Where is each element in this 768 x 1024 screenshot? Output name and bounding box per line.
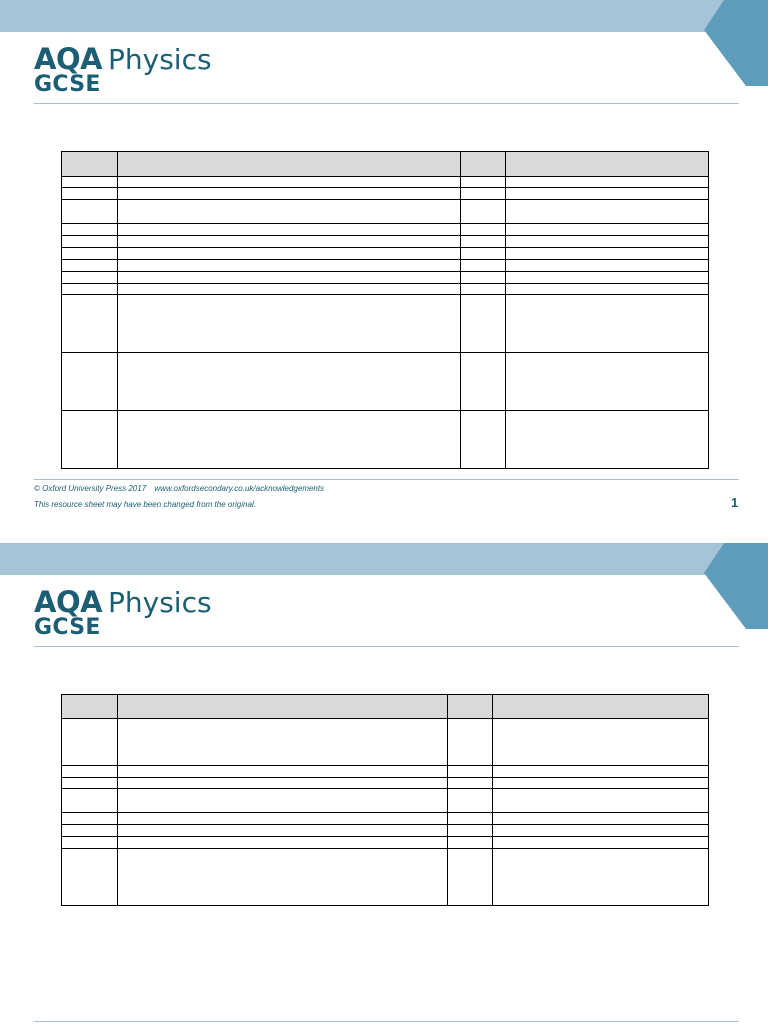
table-cell[interactable] — [118, 837, 448, 849]
table-cell[interactable] — [461, 284, 506, 295]
table-cell[interactable] — [118, 200, 461, 224]
table-cell[interactable] — [118, 411, 461, 469]
table-cell[interactable] — [62, 188, 118, 200]
table-cell[interactable] — [118, 248, 461, 260]
table-cell[interactable] — [118, 177, 461, 188]
header-band — [0, 543, 768, 575]
table-cell[interactable] — [506, 248, 709, 260]
logo-level-text: GCSE — [34, 615, 101, 640]
table-row — [62, 260, 709, 272]
table-cell[interactable] — [62, 236, 118, 248]
table-cell[interactable] — [448, 825, 493, 837]
header-cell — [461, 152, 506, 177]
header-cell — [448, 695, 493, 719]
table-cell[interactable] — [493, 813, 709, 825]
table-cell[interactable] — [493, 766, 709, 778]
copyright-text: © Oxford University Press 2017 — [34, 484, 147, 493]
header-rule — [34, 646, 739, 647]
table-cell[interactable] — [493, 778, 709, 789]
table-cell[interactable] — [62, 813, 118, 825]
table-cell[interactable] — [506, 353, 709, 411]
table-cell[interactable] — [448, 813, 493, 825]
table-row — [62, 789, 709, 813]
header-band — [0, 0, 768, 32]
table-row — [62, 778, 709, 789]
table-row — [62, 813, 709, 825]
table-cell[interactable] — [448, 766, 493, 778]
table-cell[interactable] — [461, 411, 506, 469]
table-cell[interactable] — [118, 236, 461, 248]
table-row — [62, 200, 709, 224]
table-cell[interactable] — [461, 272, 506, 284]
table-cell[interactable] — [493, 837, 709, 849]
table-cell[interactable] — [62, 177, 118, 188]
table-cell[interactable] — [118, 766, 448, 778]
table-cell[interactable] — [62, 248, 118, 260]
table-cell[interactable] — [448, 719, 493, 766]
table-cell[interactable] — [62, 766, 118, 778]
table-row — [62, 188, 709, 200]
table-row — [62, 295, 709, 353]
header-rule — [34, 103, 739, 104]
page-number: 1 — [731, 495, 739, 510]
table-cell[interactable] — [493, 789, 709, 813]
table-cell[interactable] — [118, 224, 461, 236]
table-cell[interactable] — [62, 789, 118, 813]
table-cell[interactable] — [506, 236, 709, 248]
table-cell[interactable] — [62, 260, 118, 272]
table-header-row — [62, 695, 709, 719]
table-row — [62, 766, 709, 778]
header-cell — [493, 695, 709, 719]
header-corner-shape — [704, 543, 768, 629]
table-row — [62, 248, 709, 260]
table-cell[interactable] — [118, 778, 448, 789]
footer-note: This resource sheet may have been changed from the original. — [34, 500, 256, 509]
table-cell[interactable] — [118, 353, 461, 411]
worksheet-table-2 — [61, 694, 709, 906]
table-cell[interactable] — [506, 188, 709, 200]
footer-copyright — [34, 484, 330, 493]
table-cell[interactable] — [506, 284, 709, 295]
table-cell[interactable] — [118, 188, 461, 200]
table-cell[interactable] — [506, 295, 709, 353]
acknowledgements-link[interactable]: www.oxfordsecondary.co.uk/acknowledgements — [154, 484, 325, 493]
header-corner-shape — [704, 0, 768, 86]
table-header-row — [62, 152, 709, 177]
table-cell[interactable] — [118, 272, 461, 284]
table-row — [62, 825, 709, 837]
worksheet-table-1 — [61, 151, 709, 469]
table-cell[interactable] — [62, 825, 118, 837]
table-cell[interactable] — [62, 719, 118, 766]
header-cell — [62, 152, 118, 177]
header-cell — [62, 695, 118, 719]
table-cell[interactable] — [62, 849, 118, 906]
table-cell[interactable] — [62, 200, 118, 224]
table-cell[interactable] — [448, 849, 493, 906]
table-cell[interactable] — [461, 200, 506, 224]
table-row — [62, 849, 709, 906]
table-cell[interactable] — [118, 849, 448, 906]
table-cell[interactable] — [62, 837, 118, 849]
table-cell[interactable] — [118, 719, 448, 766]
table-cell[interactable] — [118, 260, 461, 272]
table-cell[interactable] — [118, 813, 448, 825]
header-cell — [506, 152, 709, 177]
table-cell[interactable] — [506, 200, 709, 224]
logo-level-text: GCSE — [34, 72, 101, 97]
table-cell[interactable] — [448, 778, 493, 789]
table-cell[interactable] — [506, 177, 709, 188]
table-cell[interactable] — [118, 295, 461, 353]
table-cell[interactable] — [493, 719, 709, 766]
table-cell[interactable] — [448, 837, 493, 849]
table-cell[interactable] — [461, 353, 506, 411]
table-cell[interactable] — [506, 260, 709, 272]
logo-subject-text: Physics — [108, 586, 212, 619]
table-cell[interactable] — [448, 789, 493, 813]
table-cell[interactable] — [461, 224, 506, 236]
table-cell[interactable] — [461, 177, 506, 188]
table-row — [62, 224, 709, 236]
logo-aqa-text: AQA — [34, 42, 103, 76]
table-row — [62, 284, 709, 295]
table-cell[interactable] — [118, 789, 448, 813]
table-cell[interactable] — [461, 248, 506, 260]
table-row — [62, 411, 709, 469]
table-cell[interactable] — [461, 236, 506, 248]
table-row — [62, 719, 709, 766]
table-cell[interactable] — [461, 295, 506, 353]
table-cell[interactable] — [62, 272, 118, 284]
table-row — [62, 177, 709, 188]
header-cell — [118, 695, 448, 719]
table-cell[interactable] — [62, 284, 118, 295]
table-cell[interactable] — [506, 224, 709, 236]
logo-aqa-text: AQA — [34, 585, 103, 619]
table-cell[interactable] — [493, 825, 709, 837]
table-row — [62, 236, 709, 248]
table-row — [62, 837, 709, 849]
table-cell[interactable] — [461, 188, 506, 200]
table-cell[interactable] — [493, 849, 709, 906]
table-cell[interactable] — [62, 778, 118, 789]
table-cell[interactable] — [461, 260, 506, 272]
header-cell — [118, 152, 461, 177]
logo-subject-text: Physics — [108, 43, 212, 76]
table-cell[interactable] — [506, 272, 709, 284]
table-row — [62, 353, 709, 411]
table-cell[interactable] — [62, 224, 118, 236]
table-cell[interactable] — [62, 353, 118, 411]
table-cell[interactable] — [506, 411, 709, 469]
table-cell[interactable] — [118, 284, 461, 295]
footer-rule — [34, 479, 739, 480]
table-row — [62, 272, 709, 284]
footer-rule — [34, 1021, 739, 1022]
table-cell[interactable] — [62, 411, 118, 469]
table-cell[interactable] — [62, 295, 118, 353]
table-cell[interactable] — [118, 825, 448, 837]
